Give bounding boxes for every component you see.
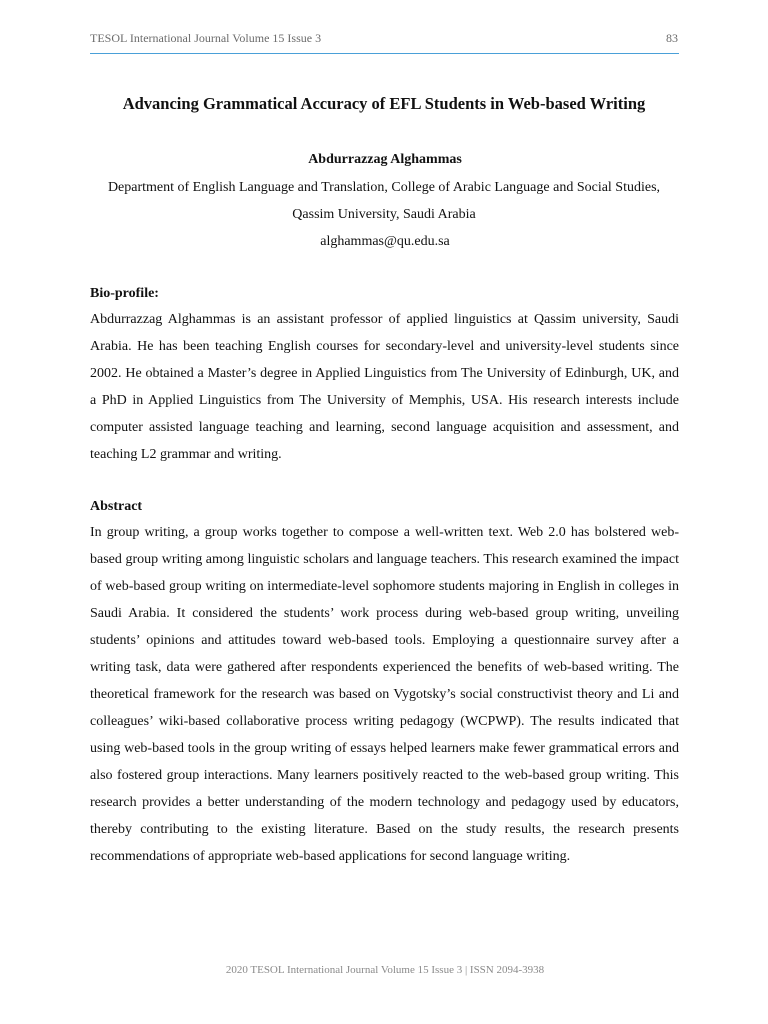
bio-text: Abdurrazzag Alghammas is an assistant professor of applied linguistics at Qassim university, Saudi Arabia. He has been teaching English courses for secondary-level and university-level students since 2002. He obtained a Master’s degree in Applied Linguistics from The University of Edinburgh, UK, and a PhD in Applied Linguistics from The University of Memphis, USA. His research interests include computer assisted language teaching and learning, second language acquisition and assessment, and teaching L2 grammar and writing. <box>90 312 679 462</box>
header-divider <box>90 53 679 54</box>
abstract-heading: Abstract <box>90 499 143 514</box>
paper-title: Advancing Grammatical Accuracy of EFL Students in Web-based Writing <box>122 94 646 113</box>
author-email: alghammas@qu.edu.sa <box>320 234 450 249</box>
author-name: Abdurrazzag Alghammas <box>308 152 462 167</box>
bio-heading: Bio-profile: <box>90 286 159 301</box>
running-header <box>90 31 680 49</box>
author-affiliation: Department of English Language and Translation, College of Arabic Language and Social Studies, Qassim University, Saudi Arabia <box>107 180 661 222</box>
abstract-text: In group writing, a group works together to compose a well-written text. Web 2.0 has bolstered web-based group writing among linguistic scholars and language teachers. This research examined the impact of web-based group writing on intermediate-level sophomore students majoring in English in colleges in Saudi Arabia. It considered the students’ work process during web-based group writing, unveiling students’ opinions and attitudes toward web-based tools. Employing a questionnaire survey after a writing task, data were gathered after respondents experienced the benefits of web-based writing. The theoretical framework for the research was based on Vygotsky’s social constructivist theory and Li and colleagues’ wiki-based collaborative process writing pedagogy (WCPWP). The results indicated that using web-based tools in the group writing of essays helped learners make fewer grammatical errors and also fostered group interactions. Many learners positively reacted to the web-based group writing. This research provides a better understanding of the modern technology and pedagogy used by educators, thereby contributing to the existing literature. Based on the study results, the research presents recommendations of appropriate web-based applications for second language writing. <box>90 525 679 864</box>
page-number: 83 <box>666 31 678 45</box>
running-header-journal: TESOL International Journal Volume 15 Issue 3 <box>90 31 322 45</box>
page-footer: 2020 TESOL International Journal Volume 15 Issue 3 | ISSN 2094-3938 <box>225 964 545 976</box>
